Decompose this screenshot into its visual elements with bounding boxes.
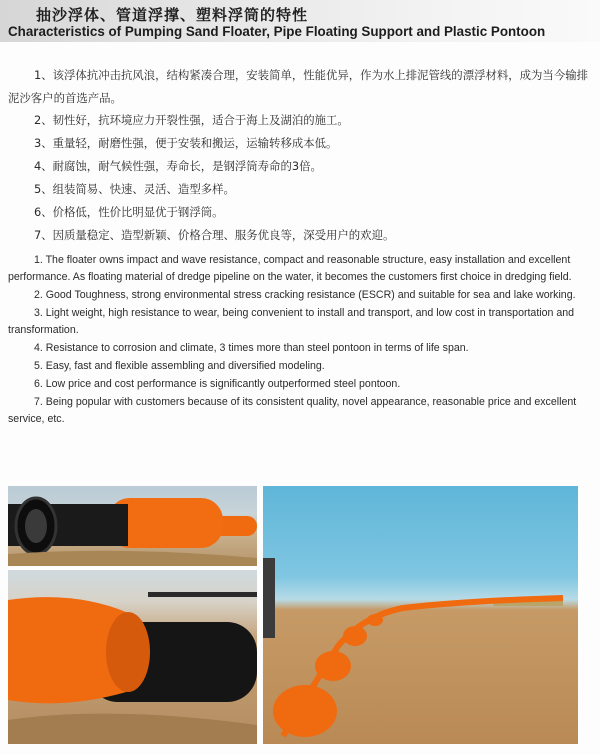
page-header [0,0,600,42]
float-end [106,612,150,692]
photo-floating-pipeline-sea [263,486,578,744]
photo-large-float-pipe [8,570,257,744]
cn-feature-item: 3、重量轻，耐磨性强，便于安装和搬运，运输转移成本低。 [34,136,338,150]
sea-pipeline-illustration [263,486,578,744]
english-feature-list [8,252,584,429]
sand-ground [8,551,257,566]
pipe-floater-illustration [8,486,257,566]
post [263,558,275,638]
cn-feature-item: 6、价格低，性价比明显优于钢浮筒。 [34,205,224,219]
en-feature-item: 3. Light weight, high resistance to wear, being convenient to install and transport, and low cost in transportation and transformation. [8,307,575,336]
en-feature-item: 6. Low price and cost performance is significantly outperformed steel pontoon. [34,378,401,390]
photo-pipe-floaters-beach [8,486,257,566]
distant-pipeline [148,592,257,597]
cn-feature-item: 4、耐腐蚀，耐气候性强，寿命长，是钢浮筒寿命的3倍。 [34,159,322,173]
en-feature-item: 4. Resistance to corrosion and climate, 3 times more than steel pontoon in terms of life span. [34,342,469,354]
orange-float [315,651,351,681]
en-feature-item: 2. Good Toughness, strong environmental stress cracking resistance (ESCR) and suitable for sea and lake working. [34,289,576,301]
en-feature-item: 5. Easy, fast and flexible assembling and diversified modeling. [34,360,325,372]
cn-feature-item: 1、该浮体抗冲击抗风浪，结构紧凑合理，安装简单，性能优异，作为水上排泥管线的漂浮材料，成为当今输排泥沙客户的首选产品。 [8,68,588,105]
chinese-feature-list [8,64,592,250]
page-title-chinese: 抽沙浮体、管道浮撑、塑料浮筒的特性 [36,6,309,24]
cn-feature-item: 2、韧性好，抗环境应力开裂性强，适合于海上及湖泊的施工。 [34,113,349,127]
cn-feature-item: 5、组装简易、快速、灵活、造型多样。 [34,182,235,196]
pipe-opening [25,509,47,543]
orange-float [273,685,337,737]
en-feature-item: 1. The floater owns impact and wave resistance, compact and reasonable structure, easy installation and excellent performance. As floating material of dredge pipeline on the water, it becomes the customers first choice in dredging field. [8,254,572,283]
en-feature-item: 7. Being popular with customers because of its consistent quality, novel appearance, reasonable price and excellent service, etc. [8,396,577,425]
page-title-english: Characteristics of Pumping Sand Floater, Pipe Floating Support and Plastic Pontoon [8,24,546,39]
orange-float [367,614,383,626]
sand-ground [8,714,257,744]
orange-float [343,626,367,646]
large-float-illustration [8,570,257,744]
cn-feature-item: 7、因质量稳定、造型新颖、价格合理、服务优良等，深受用户的欢迎。 [34,228,395,242]
